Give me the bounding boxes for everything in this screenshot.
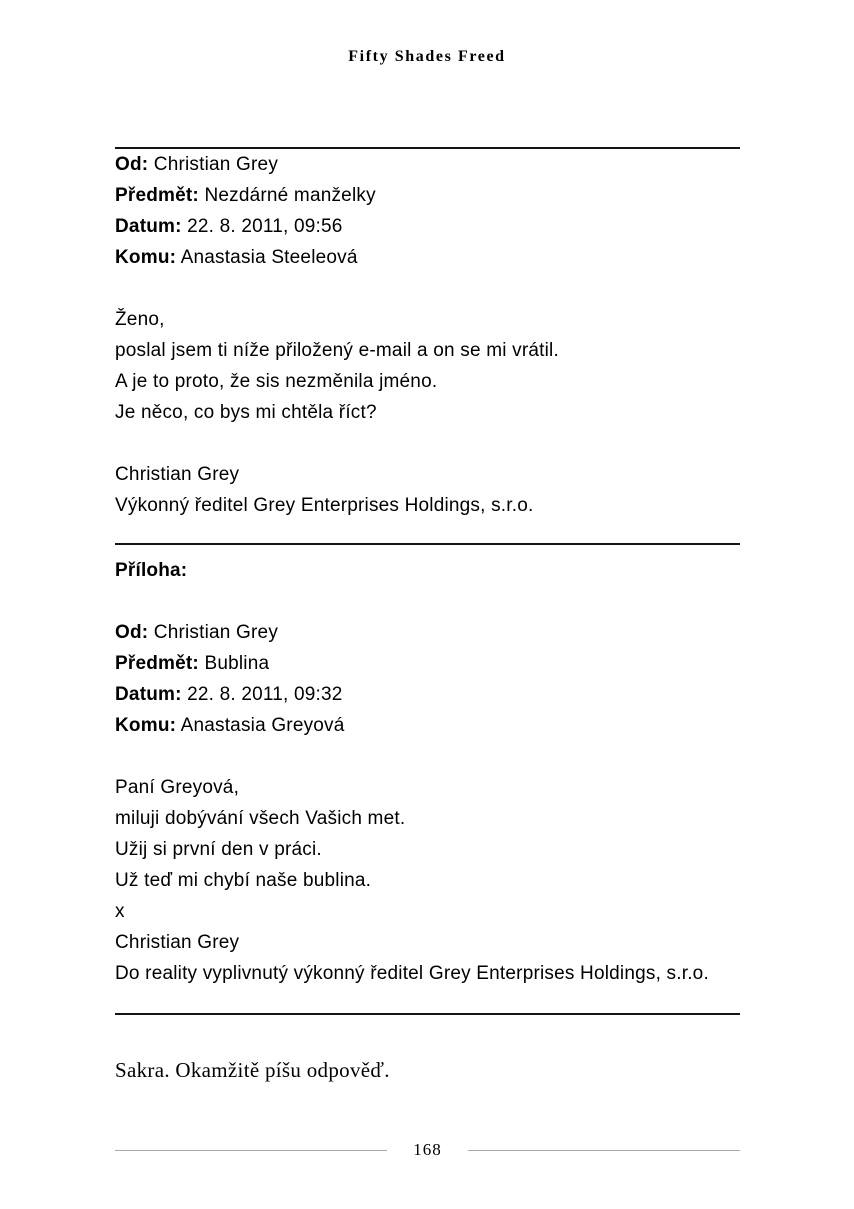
email-header-subject-value: Nezdárné manželky (204, 185, 376, 206)
email-header-date (115, 211, 740, 242)
email-header-to (115, 710, 740, 741)
email-header-to-label: Komu: (115, 247, 177, 268)
email-1-signature (115, 459, 740, 521)
email-header-to-label: Komu: (115, 715, 177, 736)
page-number: 168 (413, 1140, 442, 1159)
page-footer (115, 1140, 740, 1160)
email-header-from-value: Christian Grey (153, 622, 279, 643)
email-header-from-label: Od: (115, 622, 149, 643)
blank-line (115, 741, 740, 772)
email-header-from-value: Christian Grey (153, 154, 279, 175)
email-header-from-label: Od: (115, 154, 149, 175)
email-header-subject-value: Bublina (204, 653, 270, 674)
email-body-line: Už teď mi chybí naše bublina. (115, 870, 372, 891)
email-body-line: Paní Greyová, (115, 777, 240, 798)
divider-bottom (115, 1013, 740, 1015)
email-header-date-label: Datum: (115, 216, 182, 237)
page-content (115, 147, 740, 1107)
email-header-date-value: 22. 8. 2011, 09:56 (187, 216, 343, 237)
email-1-headers (115, 149, 740, 273)
email-header-date (115, 679, 740, 710)
attachment-label: Příloha: (115, 560, 188, 581)
signature-name: Christian Grey (115, 464, 240, 485)
email-1-body (115, 304, 740, 428)
email-header-subject (115, 180, 740, 211)
blank-line (115, 428, 740, 459)
signature-name: Christian Grey (115, 932, 240, 953)
signature-title: Výkonný ředitel Grey Enterprises Holdings, s.r.o. (115, 495, 534, 516)
footer-line-left (115, 1150, 387, 1151)
footer-line-right (468, 1150, 740, 1151)
email-header-from (115, 149, 740, 180)
signature-title: Do reality vyplivnutý výkonný ředitel Grey Enterprises Holdings, s.r.o. (115, 963, 709, 984)
email-header-date-value: 22. 8. 2011, 09:32 (187, 684, 343, 705)
email-body-line: miluji dobývání všech Vašich met. (115, 808, 406, 829)
blank-line (115, 586, 740, 617)
email-header-subject-label: Předmět: (115, 653, 199, 674)
email-2 (115, 617, 740, 989)
email-header-to (115, 242, 740, 273)
email-body-line: Užij si první den v práci. (115, 839, 322, 860)
email-header-subject-label: Předmět: (115, 185, 199, 206)
email-body-line: poslal jsem ti níže přiložený e-mail a on se mi vrátil. (115, 340, 559, 361)
email-kiss-mark: x (115, 901, 125, 922)
email-body-line: Je něco, co bys mi chtěla říct? (115, 402, 377, 423)
blank-line (115, 273, 740, 304)
email-header-date-label: Datum: (115, 684, 182, 705)
email-header-from (115, 617, 740, 648)
email-body-line: A je to proto, že sis nezměnila jméno. (115, 371, 438, 392)
email-header-to-value: Anastasia Steeleová (180, 247, 358, 268)
email-header-to-value: Anastasia Greyová (180, 715, 345, 736)
narrative-closing-text: Sakra. Okamžitě píšu odpověď. (115, 1058, 390, 1082)
divider-middle (115, 543, 740, 545)
email-2-headers (115, 617, 740, 741)
email-2-body (115, 772, 740, 989)
email-header-subject (115, 648, 740, 679)
email-1 (115, 149, 740, 521)
email-body-line: Ženo, (115, 309, 165, 330)
running-header: Fifty Shades Freed (348, 48, 506, 65)
